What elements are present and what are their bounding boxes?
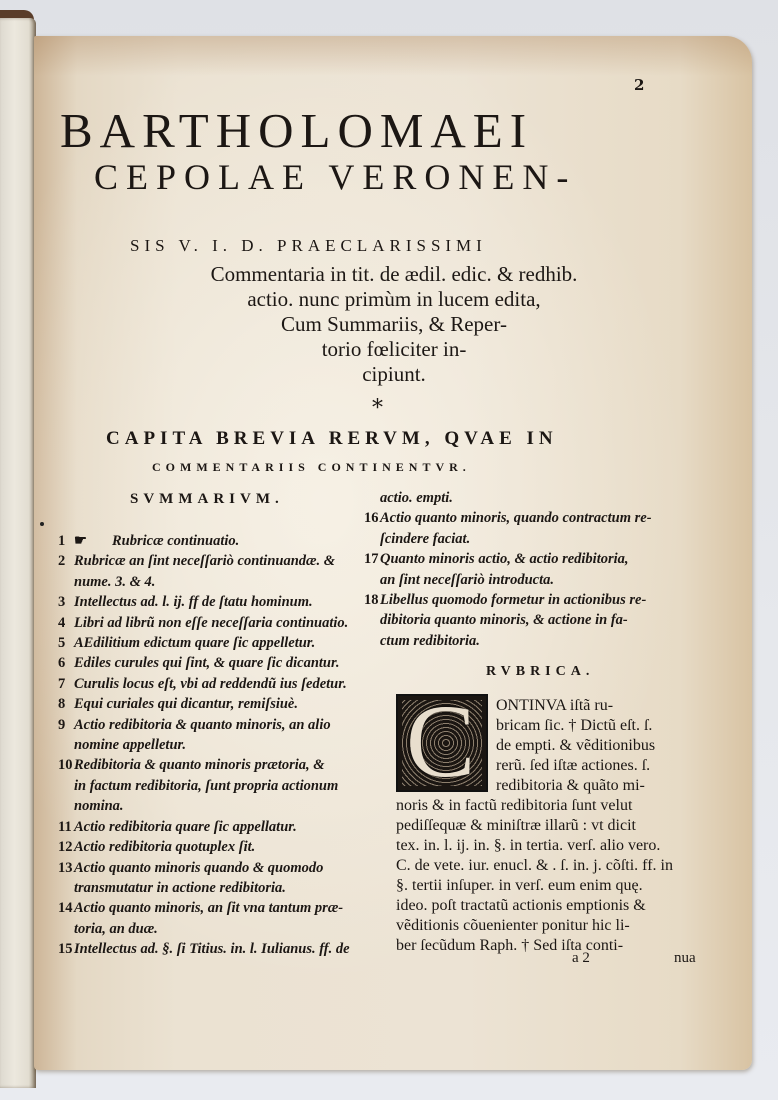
body-text-beside-initial: ONTINVA iſtã ru- bricam ſic. † Dictũ eſt. ſ. de empti. & vẽditionibus rerũ. ſed iſtæ actiones. ſ. redibitoria & quãto mi- [496, 697, 656, 794]
summary-entry: 16 Actio quanto minoris, quando contractum re- [364, 510, 652, 527]
summary-entry: nomine appelletur. [74, 737, 186, 754]
book-page [34, 36, 752, 1070]
summary-entry: 4 Libri ad librũ non eſſe neceſſaria continuatio. [58, 614, 349, 631]
title-line-3: SIS V. I. D. PRAECLARISSIMI [130, 236, 487, 255]
summary-entry: nomina. [74, 798, 124, 815]
summary-entry: in factum redibitoria, ſunt propria actionum [74, 777, 339, 794]
summary-left-column [58, 531, 388, 960]
signature-mark: a 2 [572, 950, 590, 966]
contents-subheading: COMMENTARIIS CONTINENTVR. [152, 460, 471, 474]
summary-entry: 15 Intellectus ad. §. ſi Titius. in. l. Iulianus. ff. de [58, 941, 350, 958]
summary-entry: nume. 3. & 4. [74, 573, 156, 590]
pointing-hand-icon: ☛ [74, 533, 87, 549]
summary-entry: 10 Redibitoria & quanto minoris prætoria, & [58, 757, 325, 774]
subtitle-line: torio fœliciter in- [321, 337, 467, 361]
left-page-stack [0, 18, 36, 1088]
decorated-initial [396, 684, 488, 799]
summary-right-column [364, 488, 709, 651]
summary-entry: 13 Actio quanto minoris quando & quomodo [58, 859, 324, 876]
initial-letter: C [406, 684, 476, 799]
summary-entry: ctum redibitoria. [380, 632, 480, 649]
summary-entry: 11 Actio redibitoria quare ſic appellatur. [58, 818, 297, 835]
summary-heading: SVMMARIVM. [130, 491, 284, 507]
title-line-1: BARTHOLOMAEI [60, 103, 534, 158]
summary-entry: 5 AEdilitium edictum quare ſic appelletur. [58, 635, 316, 652]
subtitle-line: cipiunt. [362, 362, 426, 386]
summary-entry: 1 ☛ Rubricæ continuatio. [58, 531, 388, 551]
summary-entry: 8 Equi curiales qui dicantur, remiſsiuè. [58, 696, 298, 713]
summary-entry: 9 Actio redibitoria & quanto minoris, an alio [58, 716, 331, 733]
folio-number: 2 [634, 76, 645, 94]
subtitle-line: Cum Summariis, & Reper- [281, 312, 507, 336]
rubrica-heading: RVBRICA. [486, 664, 595, 679]
summary-entry: 18 Libellus quomodo formetur in actionibus re- [364, 592, 647, 609]
summary-entry: actio. empti. [380, 490, 453, 506]
subtitle-line: actio. nunc primùm in lucem edita, [247, 287, 541, 311]
summary-entry: 12 Actio redibitoria quotuplex ſit. [58, 839, 256, 856]
margin-mark [40, 522, 44, 526]
catchword: nua [674, 950, 696, 966]
summary-entry: 2 Rubricæ an ſint neceſſariò continuandæ. & [58, 553, 336, 570]
contents-heading: CAPITA BREVIA RERVM, QVAE IN [106, 428, 558, 449]
summary-entry: 14 Actio quanto minoris, an ſit vna tantum præ- [58, 900, 344, 917]
summary-entry: 7 Curulis locus eſt, vbi ad reddendũ ius ſedetur. [58, 675, 347, 692]
summary-entry: transmutatur in actione redibitoria. [74, 879, 286, 896]
subtitle-line: Commentaria in tit. de ædil. edic. & redhib. [210, 262, 578, 286]
body-text-full: noris & in factũ redibitoria ſunt velut pediſſequæ & miniſtræ illarũ : vt dicit tex. in. l. ij. in. §. in tertia. verſ. alio vero. C. de vete. iur. enucl. & . ſ. in. j. cõſti. ff. in §. tertii inſuper. in verſ. eum enim quę. ideo. poſt tractatũ actionis emptionis & vẽditionis cõuenienter ponitur hic li- ber ſecũdum Raph. † Sed iſta conti- [396, 797, 673, 954]
summary-entry: dibitoria quanto minoris, & actione in fa- [380, 612, 628, 629]
summary-entry: 6 Ediles curules qui ſint, & quare ſic dicantur. [58, 655, 340, 672]
summary-entry: 17 Quanto minoris actio, & actio redibitoria, [364, 551, 629, 568]
title-line-2: CEPOLAE VERONEN- [94, 157, 577, 197]
summary-entry: 3 Intellectus ad. l. ij. ff de ſtatu hominum. [58, 594, 313, 611]
summary-entry: an ſint neceſſariò introducta. [380, 571, 555, 588]
subtitle-block [94, 262, 694, 387]
summary-entry: ſcindere faciat. [380, 530, 471, 547]
asterisk-ornament-icon: * [372, 396, 383, 421]
summary-entry: toria, an duæ. [74, 920, 158, 937]
